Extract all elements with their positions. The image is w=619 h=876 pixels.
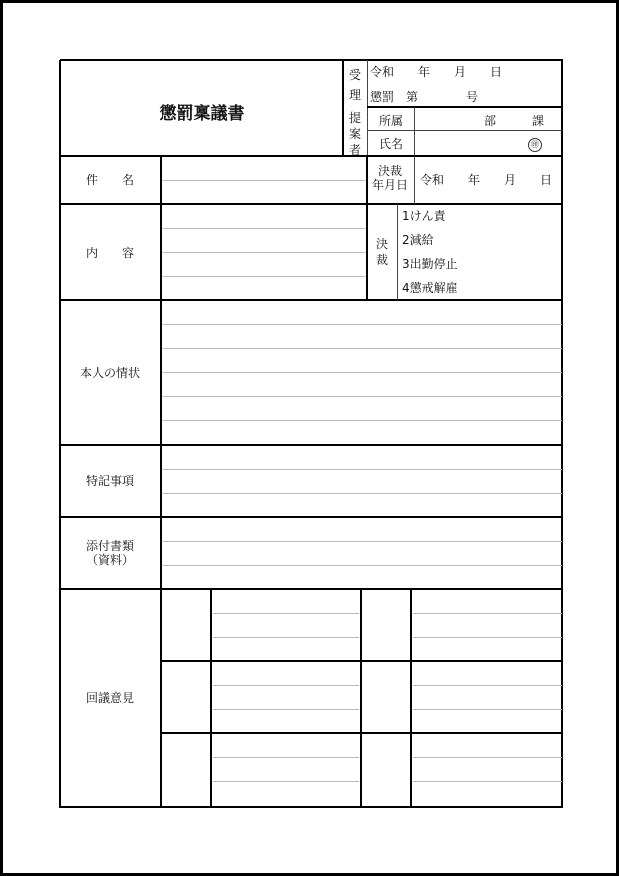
receipt-date[interactable]: 令和 年 月 日	[370, 65, 503, 79]
statement-label: 本人の情状	[79, 366, 140, 380]
name-label: 氏名	[378, 137, 403, 151]
dept-label: 所属	[378, 114, 403, 128]
form-title: 懲罰稟議書	[159, 104, 245, 124]
subject-label: 件 名	[85, 173, 134, 187]
remarks-label: 特記事項	[85, 474, 134, 488]
decision-label-char-2: 裁	[375, 253, 388, 267]
remarks-field[interactable]	[163, 447, 560, 515]
decision-option-1[interactable]: 1けん責	[402, 209, 446, 223]
rule-line	[160, 156, 162, 807]
receipt-number[interactable]: 懲罰 第 号	[370, 90, 479, 104]
rule-line	[60, 516, 563, 518]
decision-label	[368, 236, 396, 268]
attachments-label-line2: （資料）	[85, 553, 134, 567]
rule-line	[60, 299, 563, 301]
rule-line	[60, 59, 563, 61]
proposer-label-char-2: 案	[348, 127, 361, 141]
dept-field[interactable]: 部 課	[484, 114, 545, 128]
rule-line	[414, 107, 415, 155]
seal-mark: ㊞	[528, 138, 542, 152]
rule-line	[60, 203, 563, 205]
rule-line	[397, 204, 398, 300]
deliberation-label: 回議意見	[85, 691, 134, 705]
rule-line	[367, 130, 562, 131]
receipt-label-char-1: 受	[348, 68, 361, 82]
receipt-label-char-2: 理	[348, 88, 361, 102]
rule-line	[561, 60, 563, 808]
name-field[interactable]	[528, 136, 542, 152]
content-field[interactable]	[163, 207, 365, 299]
attachments-field[interactable]	[163, 519, 560, 587]
decision-date-field[interactable]: 令和 年 月 日	[420, 173, 553, 187]
rule-line	[60, 588, 563, 590]
decision-option-2[interactable]: 2減給	[402, 233, 434, 247]
decision-option-4[interactable]: 4懲戒解雇	[402, 281, 458, 295]
rule-line	[60, 806, 563, 808]
rule-line	[367, 106, 562, 108]
deliberation-field[interactable]	[163, 591, 560, 805]
content-label: 内 容	[85, 246, 134, 260]
rule-line	[60, 444, 563, 446]
proposer-label-char-3: 者	[348, 143, 361, 157]
proposer-label-char-1: 提	[348, 111, 361, 125]
proposer-label	[344, 110, 366, 158]
rule-line	[60, 155, 563, 157]
decision-option-3[interactable]: 3出勤停止	[402, 257, 458, 271]
decision-label-char-1: 決	[375, 237, 388, 251]
receipt-label	[344, 67, 366, 103]
decision-date-label	[368, 164, 412, 192]
statement-field[interactable]	[163, 303, 560, 443]
attachments-label-line1: 添付書類	[85, 539, 134, 553]
rule-line	[414, 156, 415, 204]
decision-date-label-line1: 決裁	[377, 164, 402, 178]
decision-date-label-line2: 年月日	[371, 178, 408, 192]
subject-field[interactable]	[163, 158, 365, 202]
attachments-label	[61, 539, 159, 567]
